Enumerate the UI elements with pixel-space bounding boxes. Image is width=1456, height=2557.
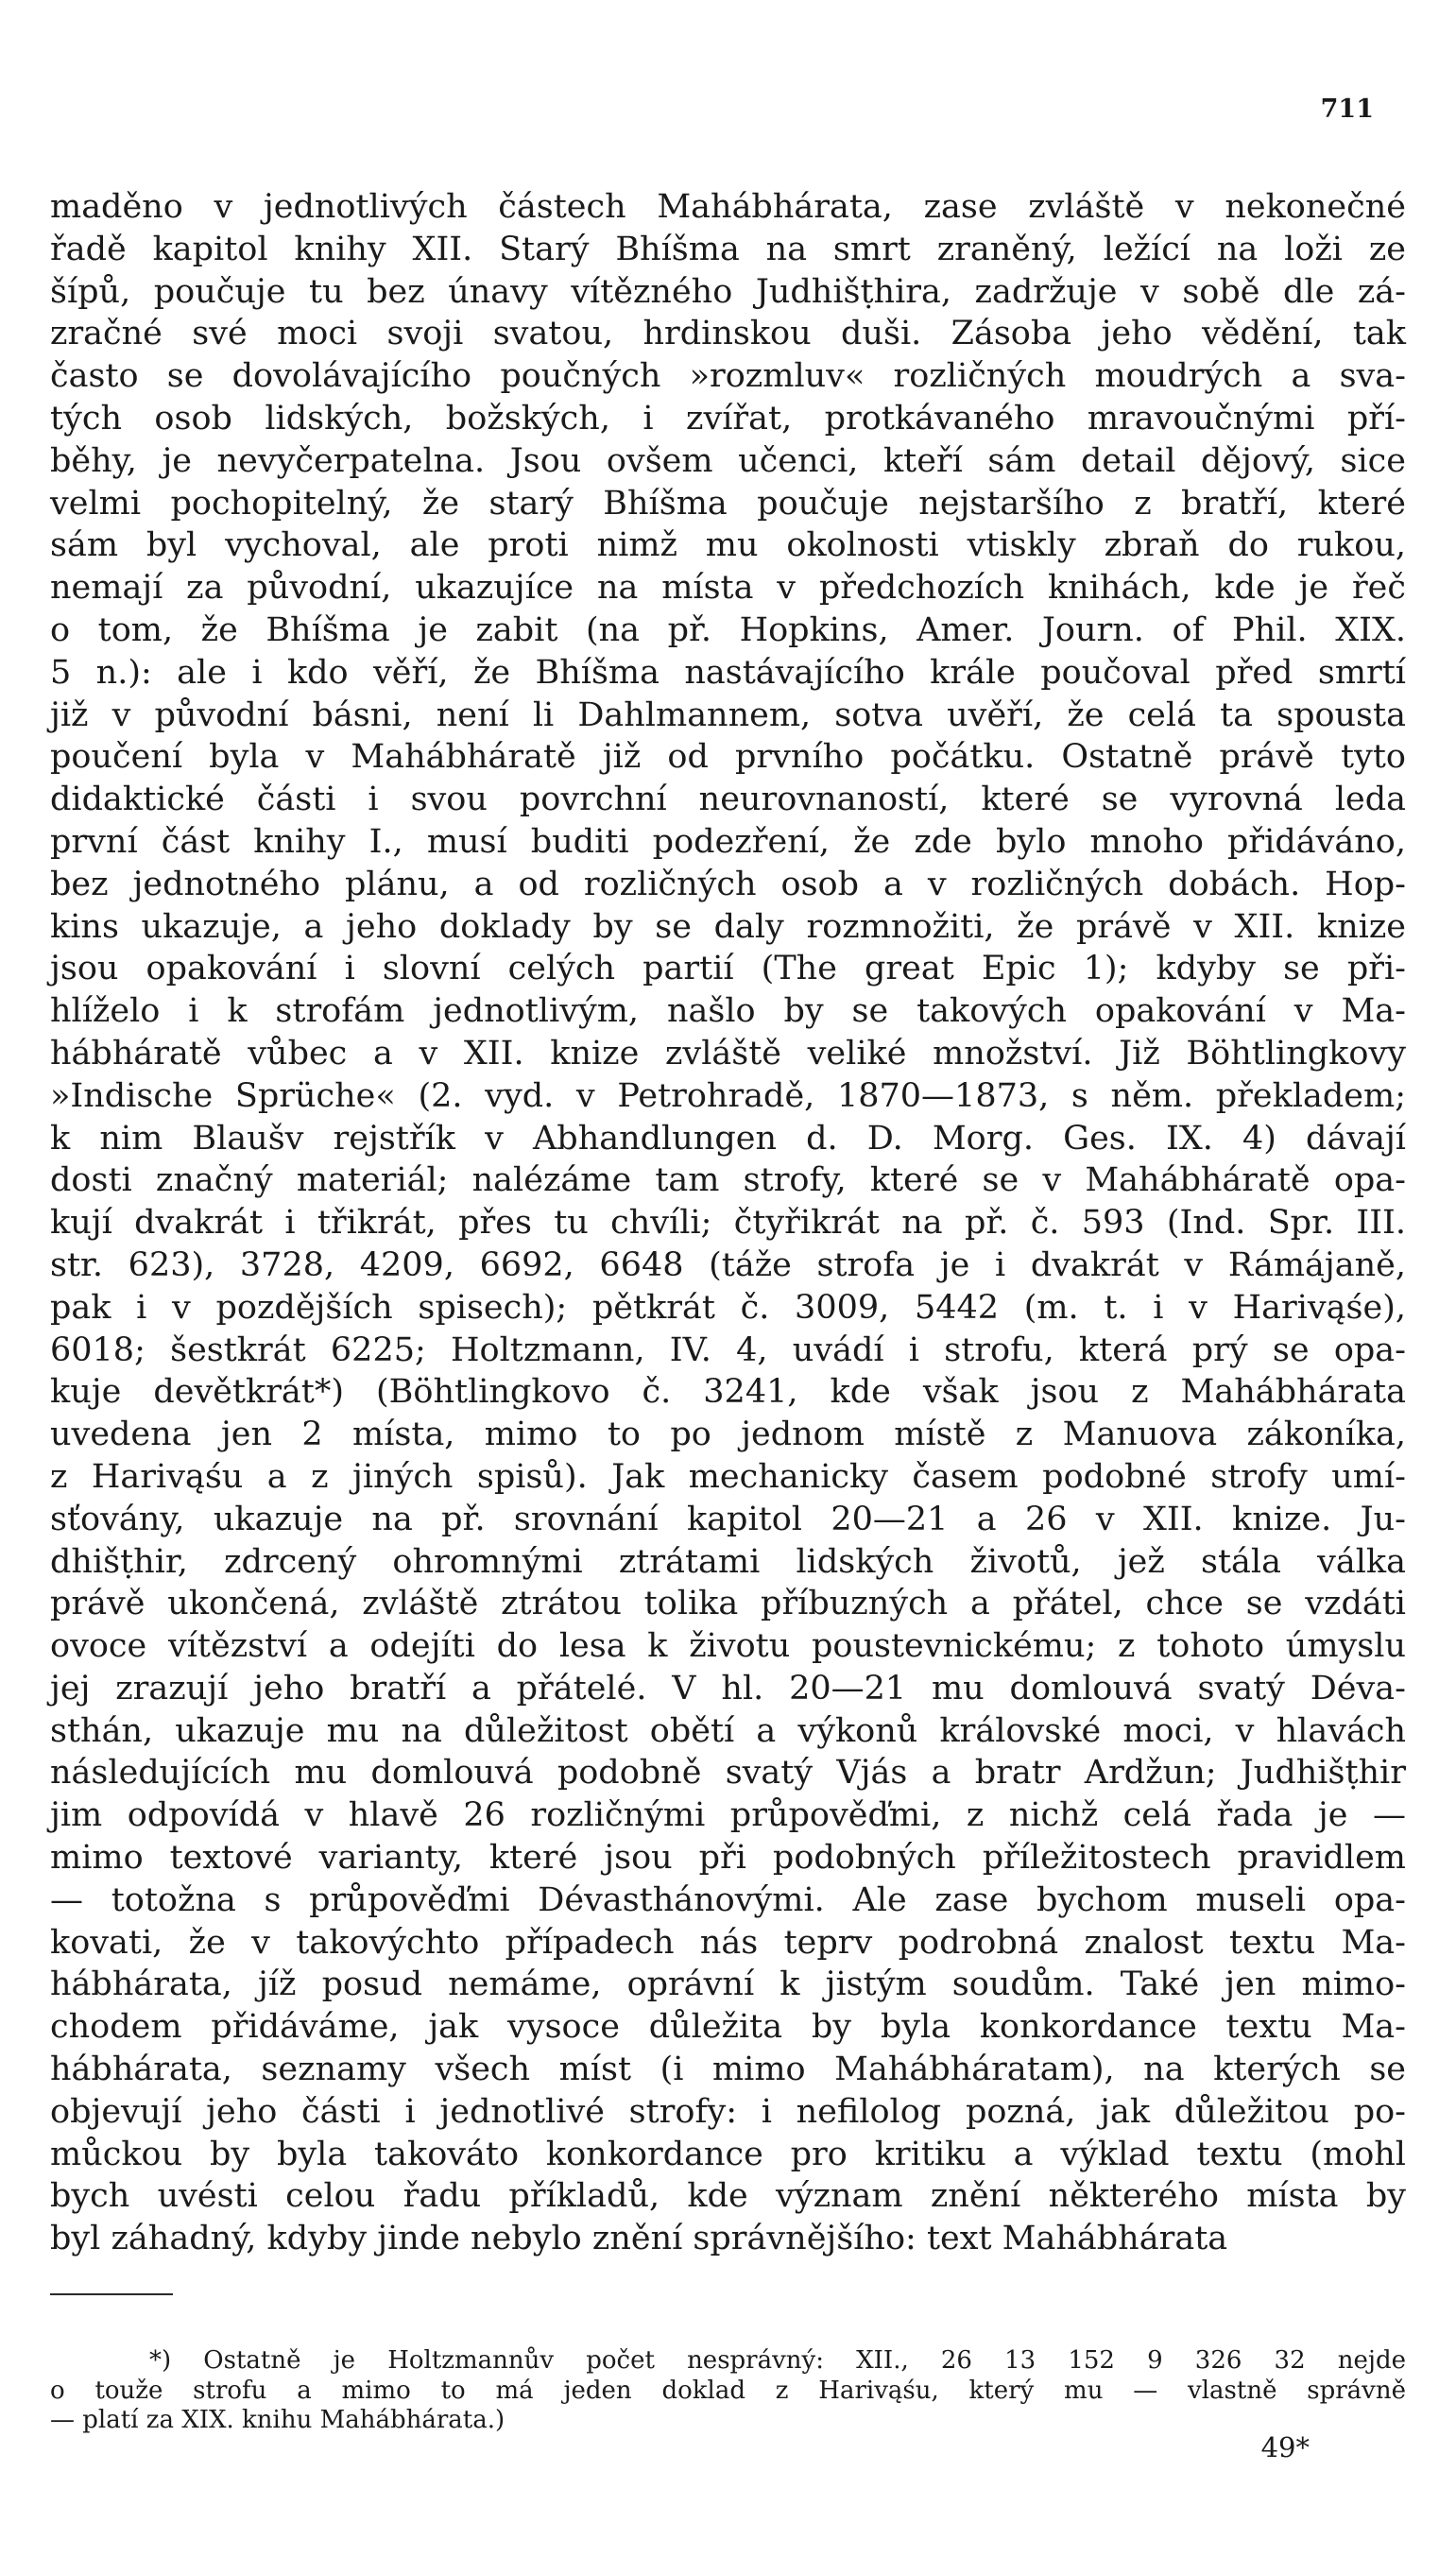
footnote-divider [50, 2293, 173, 2295]
text-line: hlíželo i k strofám jednotlivým, našlo by se takových opakování v Ma- [50, 992, 1406, 1031]
text-line: řadě kapitol knihy XII. Starý Bhíšma na smrt zraněný, ležící na loži ze [50, 230, 1406, 268]
text-line: kují dvakrát i třikrát, přes tu chvíli; čtyřikrát na př. č. 593 (Ind. Spr. III. [50, 1204, 1406, 1243]
text-line: hábháratě vůbec a v XII. knize zvláště veliké množství. Již Böhtlingkovy [50, 1034, 1406, 1073]
text-line: běhy, je nevyčerpatelna. Jsou ovšem učenci, kteří sám detail dějový, sice [50, 441, 1406, 480]
text-line: str. 623), 3728, 4209, 6692, 6648 (táže strofa je i dvakrát v Rámájaně, [50, 1245, 1406, 1284]
text-line: hábhárata, seznamy všech míst (i mimo Mahábháratam), na kterých se [50, 2051, 1406, 2089]
text-line: jim odpovídá v hlavě 26 rozličnými průpověďmi, z nichž celá řada je — [50, 1796, 1406, 1835]
text-line: »Indische Sprüche« (2. vyd. v Petrohradě, 1870—1873, s něm. překladem; [50, 1076, 1406, 1115]
text-line: 6018; šestkrát 6225; Holtzmann, IV. 4, uvádí i strofu, která prý se opa- [50, 1330, 1406, 1369]
text-line: ovoce vítězství a odejíti do lesa k životu poustevnickému; z tohoto úmyslu [50, 1627, 1406, 1666]
text-line: sthán, ukazuje mu na důležitost obětí a výkonů královské moci, v hlavách [50, 1711, 1406, 1750]
text-line: byl záhadný, kdyby jinde nebylo znění správnějšího: text Mahábhárata [50, 2220, 1228, 2258]
text-line: hábhárata, jíž posud nemáme, oprávní k jistým soudům. Také jen mimo- [50, 1965, 1406, 2004]
text-line: z Harivąśu a z jiných spisů). Jak mechanicky časem podobné strofy umí- [50, 1457, 1406, 1496]
text-line: dhišṭhir, zdrcený ohromnými ztrátami lidských životů, jež stála válka [50, 1542, 1406, 1581]
text-line: jsou opakování i slovní celých partií (The great Epic 1); kdyby se při- [50, 950, 1406, 988]
footnote-line: — platí za XIX. knihu Mahábhárata.) [50, 2406, 505, 2434]
text-line: didaktické části i svou povrchní neurovnaností, které se vyrovná leda [50, 781, 1406, 819]
text-line: chodem přidáváme, jak vysoce důležita by byla konkordance textu Ma- [50, 2008, 1406, 2047]
text-line: dosti značný materiál; nalézáme tam strofy, které se v Mahábháratě opa- [50, 1161, 1406, 1200]
text-line: můckou by byla takováto konkordance pro kritiku a výklad textu (mohl [50, 2135, 1406, 2173]
text-line: objevují jeho části i jednotlivé strofy: i nefilolog pozná, jak důležitou po- [50, 2092, 1406, 2131]
text-line: mimo textové varianty, které jsou při podobných příležitostech pravidlem [50, 1839, 1406, 1878]
text-line: k nim Blaušv rejstřík v Abhandlungen d. D. Morg. Ges. IX. 4) dávají [50, 1119, 1406, 1158]
text-line: jej zrazují jeho bratří a přátelé. V hl. 20—21 mu domlouvá svatý Déva- [50, 1669, 1406, 1708]
text-line: šípů, poučuje tu bez únavy vítězného Judhišṭhira, zadržuje v sobě dle zá- [50, 272, 1406, 311]
text-line: poučení byla v Mahábháratě již od prvního počátku. Ostatně právě tyto [50, 738, 1406, 777]
text-line: často se dovolávajícího poučných »rozmluv« rozličných moudrých a sva- [50, 357, 1406, 396]
text-line: uvedena jen 2 místa, mimo to po jednom místě z Manuova zákoníka, [50, 1416, 1406, 1454]
text-line: zračné své moci svoji svatou, hrdinskou duši. Zásoba jeho vědění, tak [50, 315, 1406, 353]
text-line: sťovány, ukazuje na př. srovnání kapitol 20—21 a 26 v XII. knize. Ju- [50, 1500, 1406, 1538]
footnote-line: o touže strofu a mimo to má jeden doklad z Harivąśu, který mu — vlastně správně [50, 2376, 1406, 2405]
text-line: — totožna s průpověďmi Dévasthánovými. Ale zase bychom museli opa- [50, 1880, 1406, 1919]
text-line: bych uvésti celou řadu příkladů, kde význam znění některého místa by [50, 2177, 1406, 2216]
text-line: tých osob lidských, božských, i zvířat, protkávaného mravoučnými pří- [50, 399, 1406, 438]
text-line: o tom, že Bhíšma je zabit (na př. Hopkins, Amer. Journ. of Phil. XIX. [50, 610, 1406, 649]
text-line: pak i v pozdějších spisech); pětkrát č. 3009, 5442 (m. t. i v Harivąśe), [50, 1288, 1406, 1327]
page-number: 711 [1320, 94, 1374, 124]
text-line: kuje devětkrát*) (Böhtlingkovo č. 3241, kde však jsou z Mahábhárata [50, 1373, 1406, 1412]
text-line: sám byl vychoval, ale proti nimž mu okolnosti vtiskly zbraň do rukou, [50, 526, 1406, 565]
text-line: první část knihy I., musí buditi podezření, že zde bylo mnoho přidáváno, [50, 822, 1406, 861]
text-line: právě ukončená, zvláště ztrátou tolika příbuzných a přátel, chce se vzdáti [50, 1585, 1406, 1623]
text-line: velmi pochopitelný, že starý Bhíšma poučuje nejstaršího z bratří, které [50, 484, 1406, 523]
text-line: následujících mu domlouvá podobně svatý Vjás a bratr Ardžun; Judhišṭhir [50, 1754, 1406, 1793]
footnote-line: *) Ostatně je Holtzmannův počet nesprávný: XII., 26 13 152 9 326 32 nejde [149, 2346, 1406, 2375]
text-line: kovati, že v takovýchto případech nás teprv podrobná znalost textu Ma- [50, 1923, 1406, 1962]
text-line: maděno v jednotlivých částech Mahábhárata, zase zvláště v nekonečné [50, 188, 1406, 226]
body-text [50, 186, 1406, 2260]
text-line: již v původní básni, není li Dahlmannem, sotva uvěří, že celá ta spousta [50, 695, 1406, 734]
text-line: bez jednotného plánu, a od rozličných osob a v rozličných dobách. Hop- [50, 865, 1406, 903]
text-line: nemají za původní, ukazujíce na místa v předchozích knihách, kde je řeč [50, 569, 1406, 608]
text-line: kins ukazuje, a jeho doklady by se daly rozmnožiti, že právě v XII. knize [50, 907, 1406, 946]
printer-signature: 49* [1260, 2431, 1310, 2463]
footnote [50, 2346, 1406, 2436]
text-line: 5 n.): ale i kdo věří, že Bhíšma nastávajícího krále poučoval před smrtí [50, 653, 1406, 692]
